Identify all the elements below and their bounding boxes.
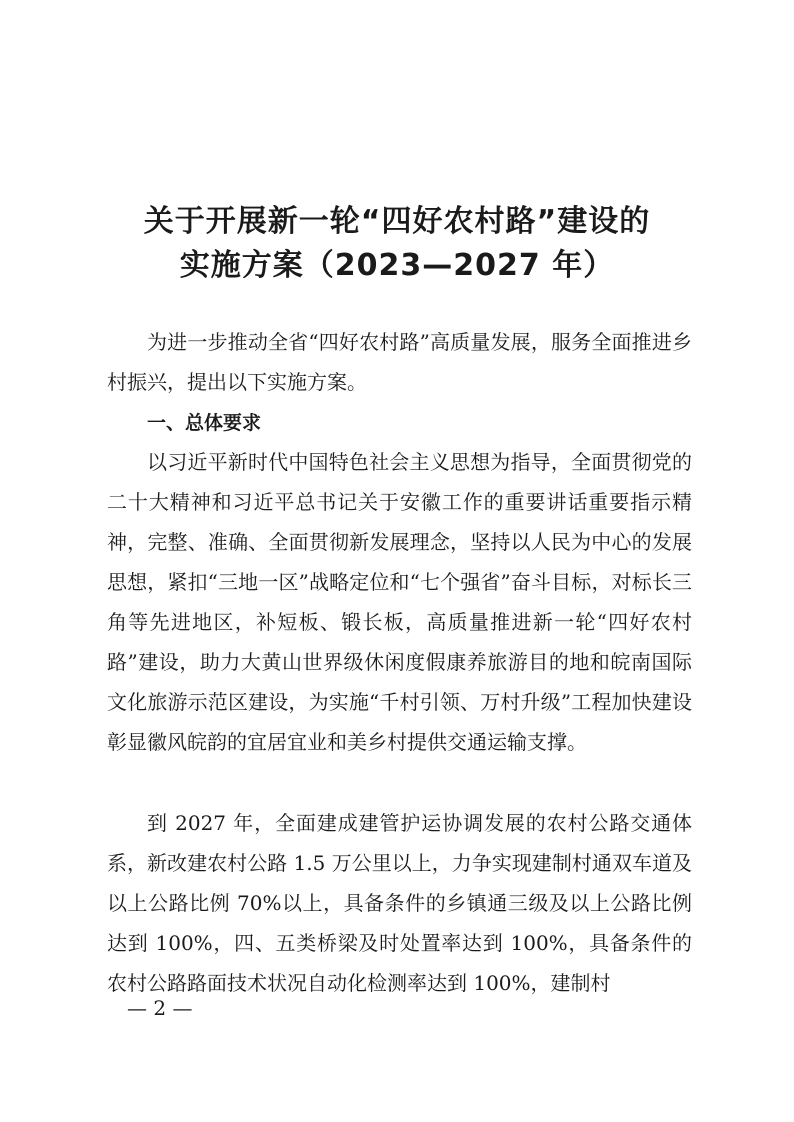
goals-paragraph: 到 2027 年，全面建成建管护运协调发展的农村公路交通体系，新改建农村公路 1.5 万公里以上，力争实现建制村通双车道及以上公路比例 70%以上，具备条件的乡镇通三级及以上公路比例达到 100%，四、五类桥梁及时处置率达到 100%，具备条件的农村公路路面技术状况自动化检测率达到 100%，建制村 xyxy=(107,811,692,995)
document-title-line-1: 关于开展新一轮“四好农村路”建设的 xyxy=(143,204,651,239)
document-title-line-2: 实施方案（2023—2027 年） xyxy=(179,248,615,283)
section-heading-general-requirements: 一、总体要求 xyxy=(147,412,262,434)
page-number: — 2 — xyxy=(127,996,193,1020)
guideline-paragraph: 以习近平新时代中国特色社会主义思想为指导，全面贯彻党的二十大精神和习近平总书记关于安徽工作的重要讲话重要指示精神，完整、准确、全面贯彻新发展理念，坚持以人民为中心的发展思想，紧扣“三地一区”战略定位和“七个强省”奋斗目标，对标长三角等先进地区，补短板、锻长板，高质量推进新一轮“四好农村路”建设，助力大黄山世界级休闲度假康养旅游目的地和皖南国际文化旅游示范区建设，为实施“千村引领、万村升级”工程加快建设彰显徽风皖韵的宜居宜业和美乡村提供交通运输支撑。 xyxy=(107,450,692,754)
intro-paragraph: 为进一步推动全省“四好农村路”高质量发展，服务全面推进乡村振兴，提出以下实施方案。 xyxy=(107,330,692,394)
